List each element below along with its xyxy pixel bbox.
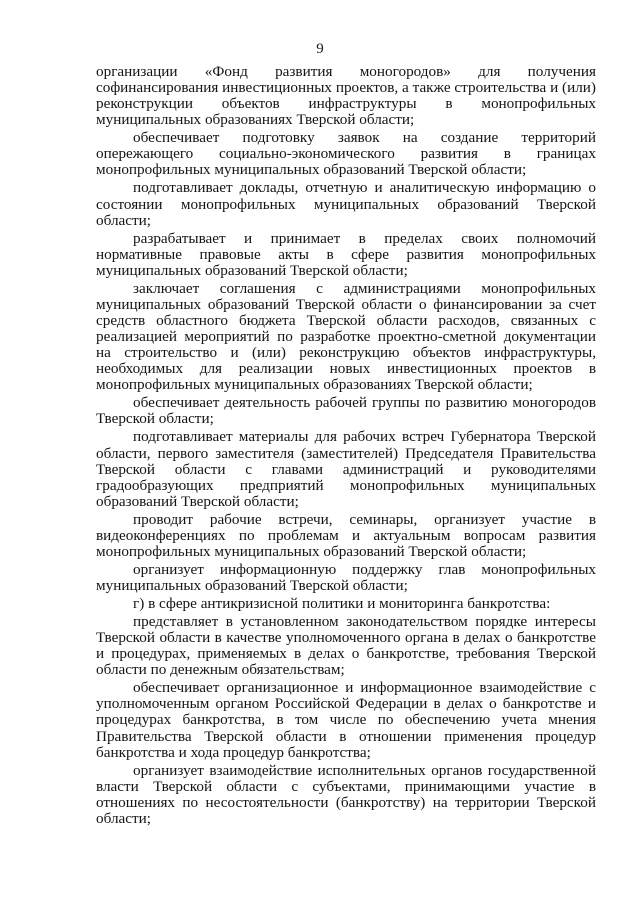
paragraph: заключает соглашения с администрациями монопрофильных муниципальных образований Тверской области о финансировании за счет средств областного бюджета Тверской области расходов, связанных с реализацией мероприятий по разработке проектно-сметной документации на строительство и (или) реконструкцию объектов инфраструктуры, необходимых для реализации новых инвестиционных проектов в монопрофильных муниципальных образованиях Тверской области; (96, 279, 596, 394)
paragraph: разрабатывает и принимает в пределах своих полномочий нормативные правовые акты в сфере развития монопрофильных муниципальных образований Тверской области; (96, 229, 596, 279)
section-heading: г) в сфере антикризисной политики и мониторинга банкротства: (133, 595, 551, 613)
paragraph: организует информационную поддержку глав монопрофильных муниципальных образований Тверской области; (96, 560, 596, 595)
paragraph: подготавливает доклады, отчетную и аналитическую информацию о состоянии монопрофильных муниципальных образований Тверской области; (96, 179, 596, 229)
paragraph: организации «Фонд развития моногородов» для получения софинансирования инвестиционных проектов, а также строительства и (или) реконструкции объектов инфраструктуры в монопрофильных муниципальных образованиях Тверской области; (96, 63, 596, 129)
paragraph: подготавливает материалы для рабочих встреч Губернатора Тверской области, первого заместителя (заместителей) Председателя Правительства Тверской области с главами администраций и руководителями градообразующих предприятий монопрофильных муниципальных образований Тверской области; (96, 428, 596, 510)
document-body (96, 64, 596, 829)
paragraph: представляет в установленном законодательством порядке интересы Тверской области в качестве уполномоченного органа в делах о банкротстве и процедурах, применяемых в делах о банкротстве, требования Тверской области по денежным обязательствам; (96, 613, 596, 679)
paragraph: проводит рабочие встречи, семинары, организует участие в видеоконференциях по проблемам и актуальным вопросам развития монопрофильных муниципальных образований Тверской области; (96, 510, 596, 560)
paragraph: обеспечивает организационное и информационное взаимодействие с уполномоченным органом Российской Федерации в делах о банкротстве и процедурах банкротства, в том числе по обеспечению учета мнения Правительства Тверской области в отношении применения процедур банкротства и хода процедур банкротства; (96, 679, 596, 761)
page-number: 9 (316, 41, 324, 57)
paragraph: обеспечивает подготовку заявок на создание территорий опережающего социально-экономического развития в границах монопрофильных муниципальных образований Тверской области; (96, 129, 596, 179)
paragraph: обеспечивает деятельность рабочей группы по развитию моногородов Тверской области; (96, 394, 596, 428)
paragraph: организует взаимодействие исполнительных органов государственной власти Тверской области с субъектами, принимающими участие в отношениях по несостоятельности (банкротству) на территории Тверской области; (96, 761, 596, 827)
